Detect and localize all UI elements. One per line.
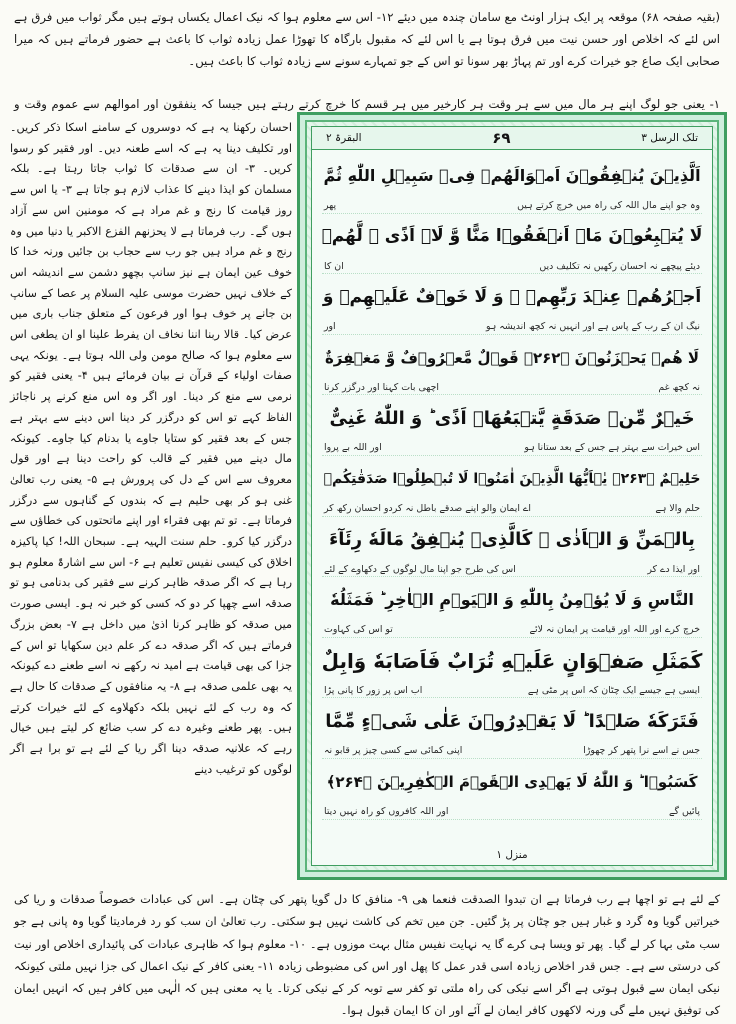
- page-header: [312, 127, 712, 150]
- arabic-line: حَلِیۡمٌ ﴿۲۶۳﴾ یٰۤاَیُّهَا الَّذِیۡنَ اٰمَنُوۡا لَا تُبۡطِلُوۡا صَدَقٰتِكُمۡ: [323, 470, 701, 487]
- verse-area: [322, 153, 702, 839]
- quran-page-frame: [297, 112, 727, 880]
- arabic-line: اَلَّذِیۡنَ یُنۡفِقُوۡنَ اَمۡوَالَهُمۡ فِیۡ سَبِیۡلِ اللّٰهِ ثُمَّ: [323, 166, 701, 186]
- arabic-line: كَمَثَلِ صَفۡوَانٍ عَلَیۡهِ تُرَابٌ فَاَصَابَهٗ وَابِلٌ: [321, 648, 703, 673]
- juz-label: تلک الرسل ۳: [641, 132, 698, 144]
- arabic-line: لَا یُتۡبِعُوۡنَ مَاۤ اَنۡفَقُوۡا مَنًّا وَّ لَاۤ اَذًی ۙ لَّهُمۡ: [321, 226, 703, 247]
- arabic-line: خَیۡرٌ مِّنۡ صَدَقَةٍ یَّتۡبَعُهَاۤ اَذًی ؕ وَ اللّٰهُ غَنِیٌّ: [329, 407, 695, 429]
- bottom-commentary: [14, 888, 720, 1022]
- arabic-line: كَسَبُوۡا ؕ وَ اللّٰهُ لَا یَهۡدِی الۡقَوۡمَ الۡكٰفِرِیۡنَ ﴿۲۶۴﴾: [326, 772, 698, 791]
- arabic-line: فَتَرَكَهٗ صَلۡدًا ؕ لَا یَقۡدِرُوۡنَ عَلٰی شَیۡءٍ مِّمَّا: [325, 710, 699, 732]
- translation-line: ایسی ہے جیسے ایک چٹان کہ اس پر مٹی ہے اب اس پر زور کا پانی پڑا: [322, 683, 702, 698]
- tafsir-paragraph: احسان رکھنا یہ ہے کہ دوسروں کے سامنے اسکا ذکر کریں۔ اور تکلیف دینا یہ ہے کہ اسے طعنہ دیں۔ اور فقیر کو رسوا کریں۔ ۳- ان سے صدقات کا ثواب جاتا رہتا ہے۔ بلکہ مسلمان کو ایذا دینے کا عذاب لازم ہو جاتا ہے ۳- یا اس سے روز قیامت کا رنج و غم مراد ہے کہ مومنین اس سے آزاد ہوں گے۔ رب فرماتا ہے لا یحزنھم الفزع الاکبر یا دنیا میں وہ رنج و غم مراد ہیں جو رب سے حجاب بن جائیں ورنہ خدا کا خوف عین ایمان ہے نیز سانپ بچھو دشمن سے اندیشہ اس کے خلاف نہیں حضرت موسی علیہ السلام پر عصا کے سانپ بن جانے پر خوف ہوا اور فرعون کے متعلق جناب باری میں عرض کیا۔ قالا ربنا اننا نخاف ان یفرط علینا او ان یطغی اس سے معلوم ہوا کہ صالح مومن ولی اللہ ہوتا ہے۔ یونکہ یہی صفات اولیاء کے قرآن نے بیان فرمائے ہیں ۴- یعنی فقیر کو نرمی سے منع کر دینا۔ اور اگر وہ اس منع کرنے پر ناجائز الفاظ کہے تو اس کو درگزر کر دینا اس دینے سے بہتر ہے جس کے بعد فقیر کو ستایا جاوے یا بدنام کیا جاوے۔ کیونکہ مال دینے میں فقیر کے قالب کو راحت دینا ہے اور قول معروف سے اس کے دل کی پرورش ہے ۵- یعنی رب تعالیٰ غنی ہو کر بھی حلیم ہے کہ بندوں کے گناہوں سے درگزر فرماتا ہے۔ تو تم بھی فقراء اور اپنے ماتحتوں کی خطاؤں سے درگزر کیا کرو۔ حلم سنت الہیہ ہے۔ سبحان اللہ! کیا پاکیزہ اخلاق کی کیسی نفیس تعلیم ہے ۶- اس سے اشارۃً معلوم ہو رہا ہے کہ اگر صدقہ ظاہر کرنے سے فقیر کی بدنامی ہو تو صدقہ اسے چھپا کر دو کہ کسی کو خبر نہ ہو۔ ایسی صورت میں صدقہ کو ظاہر کرنا اذیٰ میں داخل ہے ۷- بعض بزرگ فرماتے ہیں کہ اگر صدقہ دے کر علم دین سکھایا تو اس کے جزا کی بھی قیامت ہے امید نہ رکھے نہ اسے طعنے دے کیونکہ یہ بھی علمی صدقہ ہے ۸- یہ منافقوں کے صدقات کا حال ہے کہ وہ رب کے لئے نہیں بلکہ دکھلاوے کے لئے خیرات کرتے ہیں۔ پھر طعنے وغیرہ دے کر سب ضائع کر لیتے ہیں خیال رہے کہ علانیہ صدقہ دینا اگر ریا کے لئے ہے تو برا ہے اگر لوگوں کو ترغیب دینے: [10, 121, 293, 776]
- tafsir-column: [10, 118, 292, 781]
- top-commentary: (بقیہ صفحہ ۶۸) موقعہ پر ایک ہزار اونٹ مع سامان چندہ میں دیئے ۱۲- اس سے معلوم ہوا کہ نیک اعمال یکساں ہوتے ہیں مگر ثواب میں فرق ہے اس لئے کہ اخلاص اور حسن نیت میں فرق ہوتا ہے یا اس لئے کہ مقبول بارگاہ کا تھوڑا عمل زیادہ ثواب کا باعث ہے حضور فرماتے ہیں کہ میرا صحابی ایک صاع جو خیرات کرے اور تم پہاڑ بھر سونا تو اس کے جو تمہارے سونے سے زیادہ ثواب کا باعث ہیں۔: [14, 10, 720, 68]
- manzil-label: منزل ۱: [496, 849, 528, 861]
- commentary-paragraph: کے لئے ہے تو اچھا ہے رب فرماتا ہے ان تبدوا الصدقت فنعما ھی ۹- منافق کا دل گویا پتھر کی چٹان ہے۔ اس کی عبادات خصوصاً صدقات و ریا کی خیراتیں گویا وہ گرد و غبار ہیں جو چٹان پر پڑ گئیں۔ جن میں تخم کی کاشت نہیں ہو سکتی۔ رب تعالیٰ ان سب کو رد فرمادیتا گویا وہ پانی ہے جو سب مٹی بہا کر لے گیا۔ پھر تو ویسا ہی کرے گا یہ نہایت نفیس مثال بہت موزوں ہے۔ ۱۰- معلوم ہوا کہ ظاہری عبادات کی پائیداری اخلاص اور نیت کی درستی سے ہے۔ جس قدر اخلاص زیادہ اسی قدر عمل کا پھل اور اس کی مضبوطی زیادہ ۱۱- یعنی کافر کے نیک اعمال کی جزا نہیں ملتی کیونکہ نیکی ایمان سے قبول ہوتی ہے اگر اسے نیکی کی راہ ملتی تو کفر سے توبہ کر کے نیکی کرتا۔ یا یہ معنی ہیں کہ الٰہی میں کافر ہیں کہ انہیں ایمان کی توفیق نہیں ملے گی ورنہ لاکھوں کافر ایمان لے آئے اور ان کا ایمان قبول ہوا۔: [14, 892, 721, 1018]
- translation-line: خرچ کرے اور اللہ اور قیامت پر ایمان نہ لائے تو اس کی کہاوت: [322, 623, 702, 638]
- ornamental-border: [305, 120, 719, 872]
- arabic-line: لَا هُمۡ یَحۡزَنُوۡنَ ﴿۲۶۲﴾ قَوۡلٌ مَّعۡرُوۡفٌ وَّ مَغۡفِرَةٌ: [324, 348, 700, 367]
- translation-line: اس خیرات سے بہتر ہے جس کے بعد ستانا ہو اور اللہ بے پروا: [322, 441, 702, 456]
- arabic-line: اَجۡرُهُمۡ عِنۡدَ رَبِّهِمۡ ۚ وَ لَا خَوۡفٌ عَلَیۡهِمۡ وَ: [322, 286, 702, 307]
- translation-line: جس نے اسے نرا پتھر کر چھوڑا اپنی کمائی سے کسی چیز پر قابو نہ: [322, 744, 702, 759]
- translation-line: پائیں گے اور اللہ کافروں کو راہ نہیں دیتا: [322, 805, 702, 820]
- surah-label: البقرۃ ۲: [326, 132, 362, 144]
- verse-note: ۱- یعنی جو لوگ اپنے ہر مال میں سے ہر وقت ہر کارخیر میں ہر قسم کا خرچ کرتے رہتے ہیں جیسا کہ ینفقون اور اموالھم سے عموم وقت و: [14, 97, 720, 111]
- arabic-line: بِالۡمَنِّ وَ الۡاَذٰی ۙ كَالَّذِیۡ یُنۡفِقُ مَالَهٗ رِئَآءَ: [329, 528, 695, 550]
- translation-line: حلم والا ہے اے ایمان والو اپنے صدقے باطل نہ کردو احسان رکھ کر: [322, 502, 702, 517]
- page-number: ۶۹: [492, 129, 511, 147]
- translation-line: وہ جو اپنے مال اللہ کی راہ میں خرچ کرتے ہیں پھر: [322, 199, 702, 214]
- quran-text-box: [311, 126, 713, 866]
- translation-line: نیگ ان کے رب کے پاس ہے اور انہیں نہ کچھ اندیشہ ہو اور: [322, 320, 702, 335]
- translation-line: اور ایذا دے کر اس کی طرح جو اپنا مال لوگوں کے دکھاوے کے لئے: [322, 562, 702, 577]
- translation-line: دیئے پیچھے نہ احسان رکھیں نہ تکلیف دیں ان کا: [322, 259, 702, 274]
- arabic-line: النَّاسِ وَ لَا یُؤۡمِنُ بِاللّٰهِ وَ الۡیَوۡمِ الۡاٰخِرِ ؕ فَمَثَلُهٗ: [330, 590, 694, 610]
- translation-line: نہ کچھ غم اچھی بات کہنا اور درگزر کرنا: [322, 380, 702, 395]
